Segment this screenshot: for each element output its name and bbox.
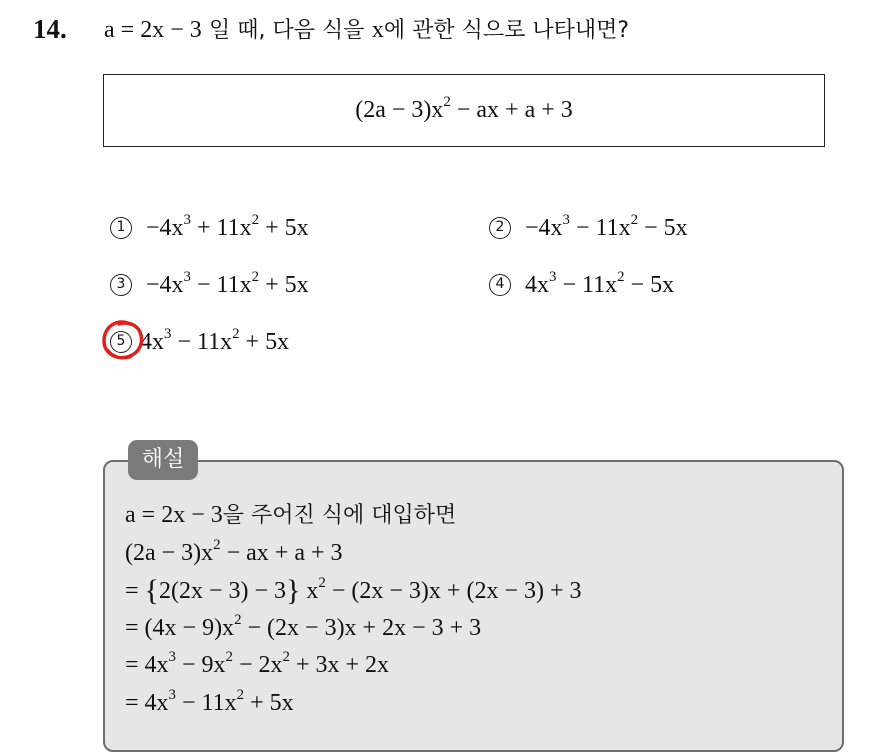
solution-line-text: 을 주어진 식에 대입하면 bbox=[222, 503, 457, 528]
choice-marker-4: 4 bbox=[489, 274, 511, 296]
choice-marker-5: 5 bbox=[110, 331, 132, 353]
question-text-part2: 에 관한 식으로 나타내면? bbox=[383, 18, 630, 43]
solution-line-6: = $4x^3 - 11x^2 + 5x$ bbox=[125, 686, 294, 716]
choice-marker-2: 2 bbox=[489, 217, 511, 239]
expression-box bbox=[103, 74, 825, 147]
choice-text-4: $4x^3 - 11x^2 - 5x$ bbox=[525, 268, 675, 298]
choice-1[interactable] bbox=[110, 212, 309, 244]
choice-text-5: $4x^3 - 11x^2 + 5x$ bbox=[140, 325, 290, 355]
solution-line-5: = $4x^3 - 9x^2 - 2x^2 + 3x + 2x$ bbox=[125, 648, 390, 678]
choice-marker-1: 1 bbox=[110, 217, 132, 239]
choice-3[interactable] bbox=[110, 269, 309, 301]
question-number: 14. bbox=[33, 14, 67, 44]
expression-exponent: 2 bbox=[443, 93, 451, 110]
question-variable: x bbox=[371, 17, 384, 43]
expression-part: (2a − 3)x bbox=[355, 97, 444, 123]
solution-line-1 bbox=[125, 497, 582, 535]
choice-2[interactable] bbox=[489, 212, 688, 244]
choice-text-1: $-4x^3 + 11x^2 + 5x$ bbox=[146, 211, 309, 241]
choice-marker-3: 3 bbox=[110, 274, 132, 296]
solution-line-3: = {2(2x − 3) − 3} $x^2 - (2x - 3)x + (2x - 3) + 3$ bbox=[125, 574, 582, 607]
expression-part: − ax + a + 3 bbox=[450, 97, 573, 123]
solution-line-4: = $(4x - 9)x^2 - (2x - 3)x + 2x - 3 + 3$ bbox=[125, 611, 482, 641]
choice-5[interactable] bbox=[110, 326, 289, 358]
solution-line-math: a = 2x − 3 bbox=[125, 502, 223, 528]
question-condition: a = 2x − 3 bbox=[104, 17, 202, 43]
choice-4[interactable] bbox=[489, 269, 674, 301]
solution-line-2: $(2a - 3)x^2$ − ax + a + 3 bbox=[125, 536, 343, 566]
question-text bbox=[104, 14, 629, 47]
choice-text-3: $-4x^3 - 11x^2 + 5x$ bbox=[146, 268, 309, 298]
choice-text-2: $-4x^3 - 11x^2 - 5x$ bbox=[525, 211, 688, 241]
solution-lines bbox=[125, 497, 582, 722]
expression bbox=[355, 93, 573, 124]
question-text-part1: 일 때, 다음 식을 bbox=[209, 18, 365, 43]
solution-tab-label: 해설 bbox=[128, 440, 198, 480]
